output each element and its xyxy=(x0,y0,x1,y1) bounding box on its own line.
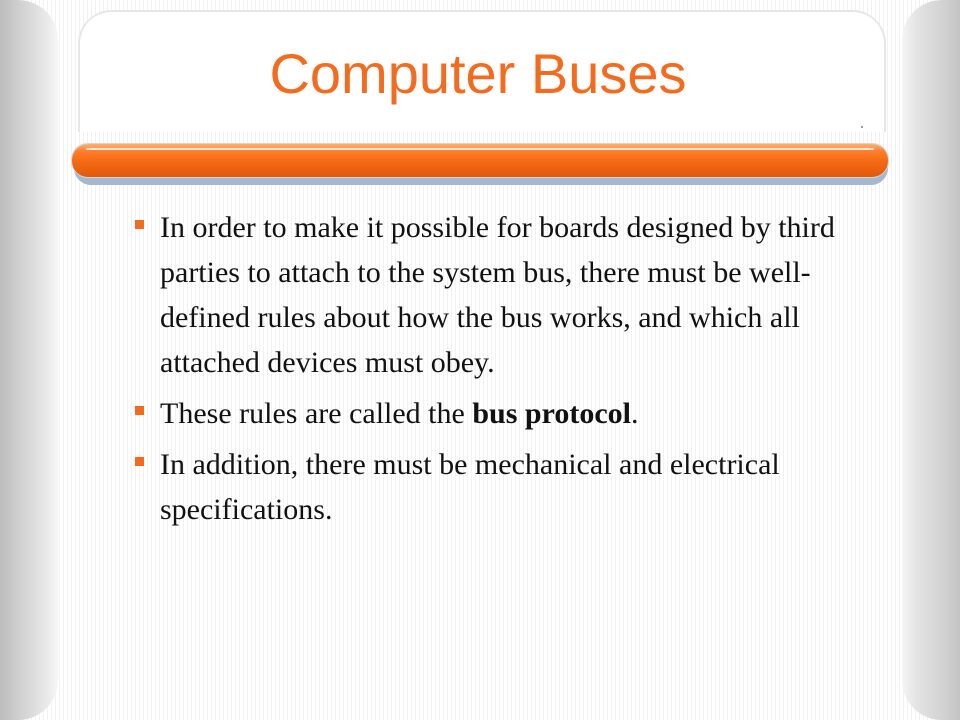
left-decorative-bar xyxy=(0,0,58,720)
square-bullet-icon xyxy=(135,457,144,466)
bullet-text-1: In order to make it possible for boards designed by third parties to attach to the system bus, there must be well-defined rules about how the bus works, and which all attached devices must obey. xyxy=(160,211,835,379)
right-decorative-bar xyxy=(902,0,960,720)
slide-title: Computer Buses xyxy=(269,42,687,105)
bullet-list xyxy=(132,205,872,538)
bullet-text-3: In addition, there must be mechanical and electrical specifications. xyxy=(160,448,780,526)
bullet-item-3 xyxy=(132,442,872,532)
title-underline-bar xyxy=(72,144,888,177)
bullet-text-2-prefix: These rules are called the xyxy=(160,397,473,430)
square-bullet-icon xyxy=(135,220,144,229)
bullet-text-2-term: bus protocol xyxy=(472,397,631,430)
bullet-item-2 xyxy=(132,391,872,436)
title-panel-dot xyxy=(861,126,863,128)
square-bullet-icon xyxy=(135,406,144,415)
bullet-text-2-suffix: . xyxy=(631,397,639,430)
bullet-item-1 xyxy=(132,205,872,385)
